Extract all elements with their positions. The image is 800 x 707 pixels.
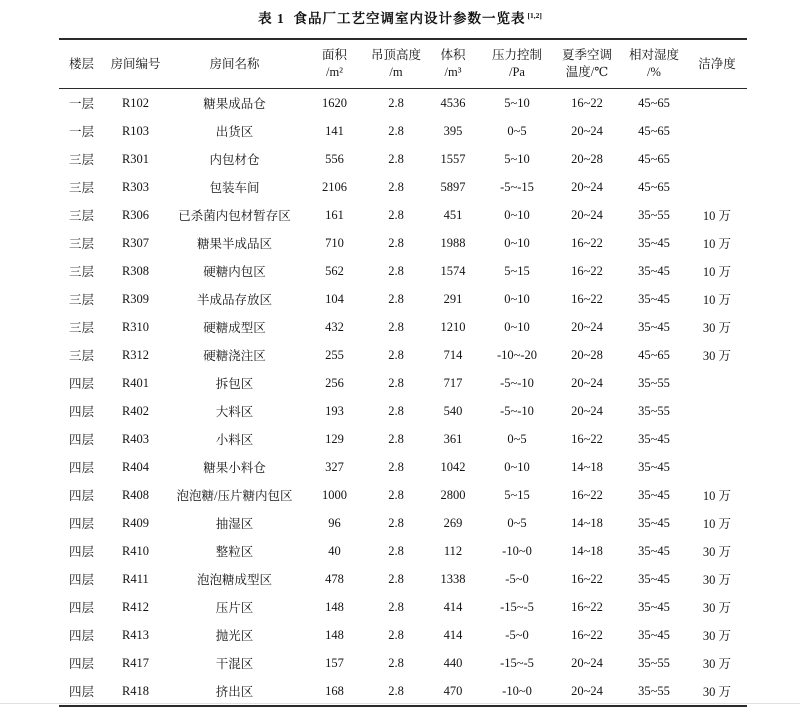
table-cell: R409: [121, 515, 150, 530]
table-cell: 抽湿区: [215, 517, 254, 531]
table-cell: [687, 145, 747, 173]
table-cell: R411: [122, 571, 149, 586]
table-cell: 小料区: [215, 433, 254, 447]
table-cell: 2.8: [388, 431, 404, 446]
table-cell: 35~45: [638, 235, 670, 250]
table-cell: 四层: [68, 489, 94, 503]
table-cell: 40: [328, 543, 341, 558]
table-cell: 四层: [68, 517, 94, 531]
table-cell: 包装车间: [209, 181, 260, 195]
table-cell: R408: [121, 487, 150, 502]
table-cell: 30 万: [702, 629, 732, 643]
table-cell: 35~45: [638, 431, 670, 446]
table-cell: -5~0: [505, 571, 529, 586]
table-cell: 0~10: [504, 207, 530, 222]
table-cell: 35~45: [638, 291, 670, 306]
table-cell: 35~55: [638, 207, 670, 222]
table-cell: 16~22: [571, 599, 603, 614]
table-row: [59, 201, 747, 229]
table-cell: 2.8: [388, 263, 404, 278]
table-cell: 三层: [68, 209, 94, 223]
table-cell: 2.8: [388, 319, 404, 334]
table-cell: 硬糖成型区: [203, 321, 266, 335]
table-row: [59, 509, 747, 537]
table-cell: 20~24: [571, 683, 603, 698]
table-cell: [687, 369, 747, 397]
table-cell: 5~10: [504, 151, 530, 166]
table-cell: 10 万: [702, 209, 732, 223]
table-cell: 414: [443, 627, 463, 642]
table-cell: 35~55: [638, 683, 670, 698]
table-cell: 泡泡糖成型区: [196, 573, 272, 587]
table-row: [59, 565, 747, 593]
table-cell: 35~45: [638, 263, 670, 278]
table-cell: 0~10: [504, 291, 530, 306]
table-cell: 2.8: [388, 235, 404, 250]
table-cell: 1338: [440, 571, 466, 586]
table-cell: 361: [443, 431, 463, 446]
table-row: [59, 341, 747, 369]
table-title-text: 食品厂工艺空调室内设计参数一览表: [293, 11, 526, 26]
table-cell: 30 万: [702, 321, 732, 335]
table-cell: 30 万: [702, 685, 732, 699]
table-cell: 161: [325, 207, 344, 222]
table-cell: -15~-5: [500, 599, 534, 614]
table-cell: 20~24: [571, 655, 603, 670]
table-title-citation: [1,2]: [527, 10, 542, 20]
table-cell: R308: [121, 263, 150, 278]
table-cell: 2.8: [388, 627, 404, 642]
table-row: [59, 257, 747, 285]
table-cell: [687, 397, 747, 425]
table-cell: 470: [443, 683, 463, 698]
table-cell: 16~22: [571, 431, 603, 446]
table-cell: 20~28: [571, 347, 603, 362]
table-cell: 16~22: [571, 291, 603, 306]
table-cell: [687, 173, 747, 201]
table-cell: -5~0: [505, 627, 529, 642]
table-row: [59, 369, 747, 397]
scan-edge: [0, 703, 800, 704]
table-cell: 193: [325, 403, 344, 418]
table-cell: [687, 453, 747, 481]
table-cell: 30 万: [702, 349, 732, 363]
table-cell: -15~-5: [500, 655, 534, 670]
table-cell: 14~18: [571, 515, 603, 530]
table-cell: 30 万: [702, 657, 732, 671]
table-cell: 20~24: [571, 375, 603, 390]
table-cell: 1620: [322, 95, 347, 110]
table-cell: 硬糖浇注区: [203, 349, 266, 363]
table-cell: 一层: [68, 125, 94, 139]
table-cell: 440: [443, 655, 463, 670]
table-cell: 0~5: [507, 515, 527, 530]
table-cell: 2800: [440, 487, 466, 502]
table-row: [59, 621, 747, 649]
table-cell: 四层: [68, 461, 94, 475]
table-cell: 内包材仓: [209, 153, 260, 167]
table-cell: 96: [328, 515, 341, 530]
table-cell: 16~22: [571, 263, 603, 278]
column-header: 相对湿度 /%: [628, 48, 679, 79]
table-row: [59, 453, 747, 481]
table-cell: R401: [121, 375, 150, 390]
table-cell: 2.8: [388, 683, 404, 698]
table-cell: 糖果半成品区: [196, 237, 272, 251]
table-cell: 20~24: [571, 123, 603, 138]
table-cell: R403: [121, 431, 150, 446]
table-cell: R404: [121, 459, 150, 474]
table-cell: 10 万: [702, 293, 732, 307]
table-cell: 半成品存放区: [196, 293, 272, 307]
table-cell: 2.8: [388, 403, 404, 418]
table-cell: 714: [443, 347, 463, 362]
table-cell: 414: [443, 599, 463, 614]
table-cell: 16~22: [571, 571, 603, 586]
table-cell: 0~10: [504, 235, 530, 250]
table-cell: 0~5: [507, 123, 527, 138]
design-parameters-table: [59, 38, 747, 707]
table-cell: 已杀菌内包材暂存区: [178, 209, 291, 223]
table-cell: 10 万: [702, 489, 732, 503]
table-cell: 四层: [68, 377, 94, 391]
column-header: 洁净度: [698, 56, 736, 71]
table-cell: R102: [121, 95, 150, 110]
table-cell: 16~22: [571, 627, 603, 642]
table-cell: 20~24: [571, 403, 603, 418]
table-cell: 干混区: [215, 657, 254, 671]
table-cell: 四层: [68, 629, 94, 643]
table-cell: 35~45: [638, 515, 670, 530]
table-cell: 5~15: [504, 263, 530, 278]
table-cell: -5~-10: [500, 403, 534, 418]
table-cell: 35~55: [638, 403, 670, 418]
column-header: 压力控制 /Pa: [491, 48, 542, 79]
table-cell: 10 万: [702, 265, 732, 279]
table-cell: 35~45: [638, 319, 670, 334]
table-cell: 20~24: [571, 319, 603, 334]
table-cell: R402: [121, 403, 150, 418]
table-cell: 1000: [322, 487, 347, 502]
table-cell: 14~18: [571, 459, 603, 474]
table-row: [59, 481, 747, 509]
table-cell: R103: [121, 123, 150, 138]
table-cell: 1574: [440, 263, 466, 278]
table-cell: 泡泡糖/压片糖内包区: [176, 489, 293, 503]
table-cell: 35~55: [638, 375, 670, 390]
table-cell: 三层: [68, 181, 94, 195]
table-body: [59, 89, 747, 707]
header-row: [59, 39, 747, 89]
table-cell: 4536: [440, 95, 466, 110]
table-cell: 三层: [68, 237, 94, 251]
table-cell: 2.8: [388, 95, 404, 110]
table-cell: 717: [443, 375, 463, 390]
table-cell: 1988: [440, 235, 466, 250]
table-row: [59, 677, 747, 706]
table-cell: 2.8: [388, 599, 404, 614]
table-cell: 2.8: [388, 207, 404, 222]
column-header: 房间编号: [110, 56, 161, 71]
table-cell: R412: [121, 599, 150, 614]
table-cell: -10~0: [502, 543, 532, 558]
table-cell: R303: [121, 179, 150, 194]
table-cell: 30 万: [702, 573, 732, 587]
table-cell: 20~28: [571, 151, 603, 166]
table-cell: 2106: [322, 179, 347, 194]
table-cell: 三层: [68, 349, 94, 363]
table-cell: 432: [325, 319, 344, 334]
table-cell: 395: [443, 123, 463, 138]
table-cell: 35~45: [638, 627, 670, 642]
table-cell: 327: [325, 459, 344, 474]
table-cell: R410: [121, 543, 150, 558]
table-cell: 三层: [68, 265, 94, 279]
table-cell: 5~10: [504, 95, 530, 110]
table-cell: 710: [325, 235, 344, 250]
table-row: [59, 229, 747, 257]
table-cell: -10~0: [502, 683, 532, 698]
table-cell: 269: [443, 515, 463, 530]
table-cell: 0~5: [507, 431, 527, 446]
table-cell: 157: [325, 655, 344, 670]
table-row: [59, 173, 747, 201]
column-header: 体积 /m³: [440, 48, 466, 79]
table-cell: 141: [325, 123, 344, 138]
table-cell: 1557: [440, 151, 466, 166]
table-cell: 35~45: [638, 543, 670, 558]
table-cell: 45~65: [638, 95, 670, 110]
table-cell: 2.8: [388, 179, 404, 194]
table-cell: 拆包区: [215, 377, 254, 391]
table-cell: 四层: [68, 601, 94, 615]
table-cell: 一层: [68, 97, 94, 111]
table-cell: 2.8: [388, 123, 404, 138]
table-title-label: 表 1: [258, 11, 285, 26]
table-cell: 20~24: [571, 179, 603, 194]
table-cell: 291: [443, 291, 463, 306]
table-cell: 糖果成品仓: [203, 97, 266, 111]
table-cell: 三层: [68, 293, 94, 307]
table-cell: 压片区: [215, 601, 254, 615]
table-cell: 45~65: [638, 347, 670, 362]
table-cell: -5~-10: [500, 375, 534, 390]
table-cell: 148: [325, 627, 344, 642]
table-cell: 2.8: [388, 375, 404, 390]
table-cell: [687, 117, 747, 145]
column-header: 面积 /m²: [321, 48, 347, 79]
table-cell: 16~22: [571, 95, 603, 110]
table-cell: 104: [325, 291, 344, 306]
table-cell: 2.8: [388, 487, 404, 502]
table-cell: 35~45: [638, 459, 670, 474]
column-header: 楼层: [68, 56, 94, 71]
table-cell: 2.8: [388, 347, 404, 362]
table-row: [59, 397, 747, 425]
table-row: [59, 593, 747, 621]
table-cell: R417: [121, 655, 150, 670]
table-cell: 三层: [68, 153, 94, 167]
table-cell: 1210: [440, 319, 466, 334]
table-cell: 556: [325, 151, 344, 166]
table-cell: 四层: [68, 433, 94, 447]
table-cell: 35~45: [638, 571, 670, 586]
table-cell: 挤出区: [215, 685, 254, 699]
table-cell: 562: [325, 263, 344, 278]
table-cell: R413: [121, 627, 150, 642]
table-cell: 四层: [68, 685, 94, 699]
table-cell: 168: [325, 683, 344, 698]
table-cell: 出货区: [215, 125, 254, 139]
table-header: [59, 39, 747, 89]
table-cell: 四层: [68, 573, 94, 587]
table-cell: 129: [325, 431, 344, 446]
table-cell: 0~10: [504, 319, 530, 334]
table-cell: 2.8: [388, 151, 404, 166]
table-cell: 四层: [68, 657, 94, 671]
table-row: [59, 425, 747, 453]
column-header: 吊顶高度 /m: [370, 48, 421, 79]
table-cell: 45~65: [638, 179, 670, 194]
table-cell: 2.8: [388, 459, 404, 474]
table-cell: 四层: [68, 545, 94, 559]
table-cell: R418: [121, 683, 150, 698]
table-cell: 35~45: [638, 599, 670, 614]
table-cell: 10 万: [702, 237, 732, 251]
table-cell: 整粒区: [215, 545, 254, 559]
table-cell: 5~15: [504, 487, 530, 502]
table-cell: 112: [443, 543, 463, 558]
table-cell: R301: [121, 151, 150, 166]
table-cell: 16~22: [571, 487, 603, 502]
table-cell: 45~65: [638, 151, 670, 166]
table-cell: 5897: [440, 179, 466, 194]
table-cell: 540: [443, 403, 463, 418]
table-cell: R310: [121, 319, 150, 334]
table-cell: 20~24: [571, 207, 603, 222]
table-cell: 1042: [440, 459, 466, 474]
table-cell: 0~10: [504, 459, 530, 474]
table-cell: 三层: [68, 321, 94, 335]
table-row: [59, 89, 747, 118]
table-cell: -5~-15: [500, 179, 534, 194]
table-cell: 14~18: [571, 543, 603, 558]
table-row: [59, 313, 747, 341]
table-cell: R306: [121, 207, 150, 222]
table-cell: [687, 425, 747, 453]
table-cell: [687, 89, 747, 118]
table-cell: 16~22: [571, 235, 603, 250]
table-cell: 30 万: [702, 545, 732, 559]
table-row: [59, 117, 747, 145]
table-cell: 四层: [68, 405, 94, 419]
column-header: 房间名称: [209, 56, 260, 71]
table-cell: 2.8: [388, 515, 404, 530]
table-cell: R307: [121, 235, 150, 250]
table-cell: 30 万: [702, 601, 732, 615]
table-cell: 35~55: [638, 655, 670, 670]
table-cell: 45~65: [638, 123, 670, 138]
table-cell: R312: [121, 347, 150, 362]
column-header: 夏季空调 温度/℃: [561, 48, 612, 79]
table-cell: 35~45: [638, 487, 670, 502]
table-cell: -10~-20: [496, 347, 538, 362]
table-cell: 硬糖内包区: [203, 265, 266, 279]
table-row: [59, 285, 747, 313]
table-title: [0, 0, 800, 27]
table-cell: 2.8: [388, 543, 404, 558]
table-cell: 10 万: [702, 517, 732, 531]
table-cell: 抛光区: [215, 629, 254, 643]
table-cell: R309: [121, 291, 150, 306]
table-row: [59, 537, 747, 565]
table-row: [59, 649, 747, 677]
table-cell: 大料区: [215, 405, 254, 419]
table-cell: 2.8: [388, 655, 404, 670]
table-cell: 255: [325, 347, 344, 362]
table-row: [59, 145, 747, 173]
table-cell: 451: [443, 207, 463, 222]
table-cell: 256: [325, 375, 344, 390]
table-cell: 糖果小料仓: [203, 461, 266, 475]
table-cell: 478: [325, 571, 344, 586]
table-cell: 2.8: [388, 571, 404, 586]
table-cell: 2.8: [388, 291, 404, 306]
table-cell: 148: [325, 599, 344, 614]
